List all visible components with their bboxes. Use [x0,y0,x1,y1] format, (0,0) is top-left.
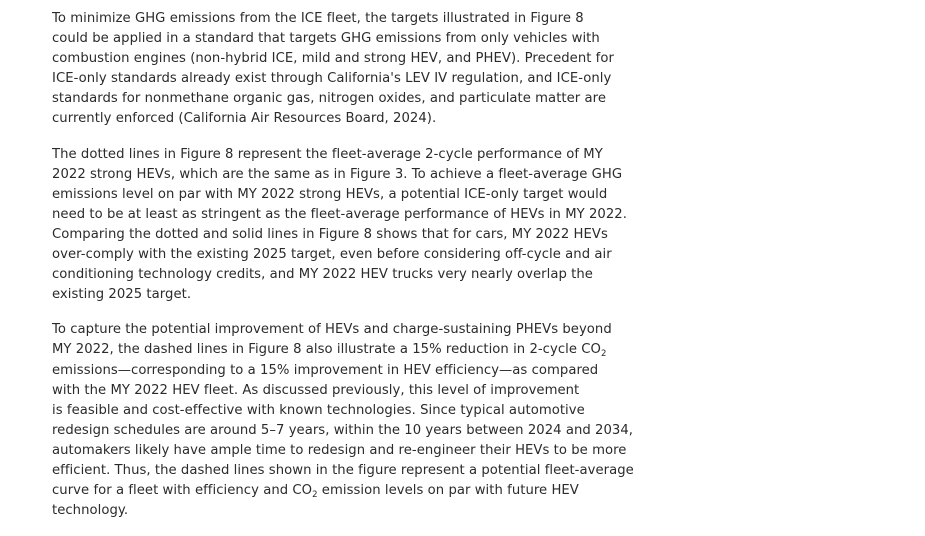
subscript: 2 [312,490,318,501]
text-line: The dotted lines in Figure 8 represent the fleet-average 2-cycle performance of MY [52,146,603,162]
text-line: To capture the potential improvement of HEVs and charge-sustaining PHEVs beyond [52,322,612,338]
text-line: Comparing the dotted and solid lines in Figure 8 shows that for cars, MY 2022 HEVs [52,226,608,242]
text-line: combustion engines (non-hybrid ICE, mild and strong HEV, and PHEV). Precedent for [52,51,614,67]
text-segment: curve for a fleet with efficiency and CO [52,483,313,499]
text-line: emissions level on par with MY 2022 strong HEVs, a potential ICE-only target would [52,186,608,202]
text-line: with the MY 2022 HEV fleet. As discussed previously, this level of improvement [52,382,580,398]
text-line: conditioning technology credits, and MY 2022 HEV trucks very nearly overlap the [52,267,593,283]
text-line: automakers likely have ample time to redesign and re-engineer their HEVs to be more [52,442,627,458]
text-line: over-comply with the existing 2025 target, even before considering off-cycle and air [52,247,612,263]
paragraph-dashed-lines [52,320,662,521]
text-line: ICE-only standards already exist through California's LEV IV regulation, and ICE-only [52,71,612,87]
paragraph-dotted-lines [52,145,662,306]
text-line: redesign schedules are around 5–7 years, within the 10 years between 2024 and 2034, [52,422,634,438]
paragraph-ice-only-standards [52,9,662,130]
text-line: currently enforced (California Air Resources Board, 2024). [52,111,437,127]
text-line: efficient. Thus, the dashed lines shown in the figure represent a potential fleet-average [52,462,634,478]
text-line: standards for nonmethane organic gas, nitrogen oxides, and particulate matter are [52,91,606,107]
text-line: could be applied in a standard that targets GHG emissions from only vehicles with [52,31,600,47]
text-line: technology. [52,503,129,519]
text-line [52,481,662,501]
text-line: emissions—corresponding to a 15% improvement in HEV efficiency—as compared [52,362,599,378]
text-line: is feasible and cost-effective with known technologies. Since typical automotive [52,402,585,418]
subscript: 2 [600,349,607,360]
text-line: To minimize GHG emissions from the ICE fleet, the targets illustrated in Figure 8 [52,11,584,26]
text-line: existing 2025 target. [52,287,192,303]
text-line: need to be at least as stringent as the fleet-average performance of HEVs in MY 2022. [52,206,627,222]
text-segment: MY 2022, the dashed lines in Figure 8 also illustrate a 15% reduction in 2-cycle CO [52,342,601,358]
text-line [52,340,662,360]
text-segment: emission levels on par with future HEV [317,483,579,499]
text-line: 2022 strong HEVs, which are the same as in Figure 3. To achieve a fleet-average GHG [52,166,623,182]
document-body [52,9,662,536]
